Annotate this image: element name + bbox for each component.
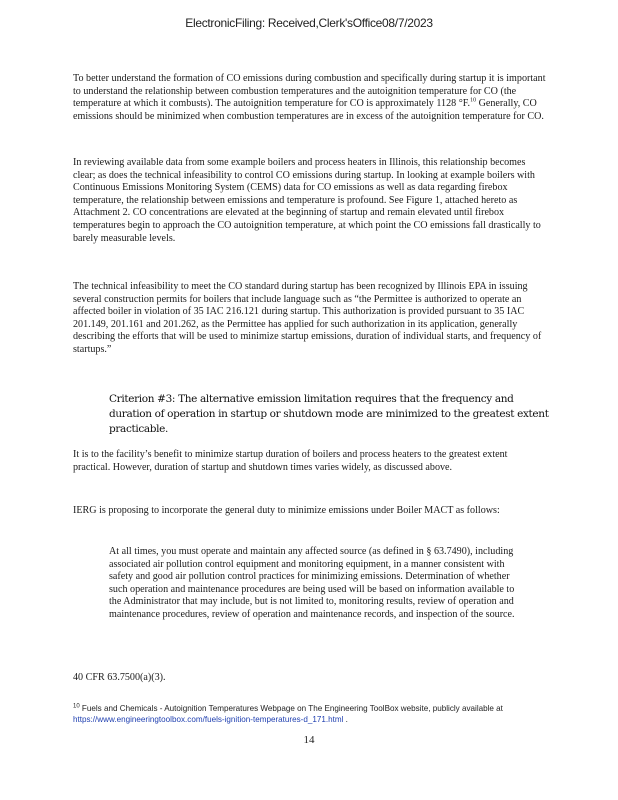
footnote bbox=[73, 703, 543, 726]
paragraph-facility-benefit bbox=[73, 449, 547, 474]
filing-stamp-header: ElectronicFiling: Received,Clerk'sOffice08/7/2023 bbox=[185, 16, 433, 30]
footnote-marker: 10 bbox=[73, 703, 80, 710]
paragraph-illinois-data bbox=[73, 157, 547, 245]
footnote-trailing: . bbox=[343, 715, 348, 725]
footnote-reference[interactable]: 10 bbox=[470, 97, 477, 104]
paragraph-co-formation-text-cont: Generally, CO emissions should be minimized when combustion temperatures are in excess of the autoignition temperature for CO. bbox=[73, 98, 544, 122]
page-number: 14 bbox=[303, 734, 315, 746]
paragraph-ierg-proposal-text: IERG is proposing to incorporate the general duty to minimize emissions under Boiler MACT as follows: bbox=[73, 505, 500, 516]
block-quote-general-duty: At all times, you must operate and maintain any affected source (as defined in § 63.7490), including associated air pollution control equipment and monitoring equipment, in a manner consistent with safety and good air pollution control practices for minimizing emissions. Determination of whether such operation and maintenance procedures are being used will be based on information available to the Administrator that may include, but is not limited to, monitoring results, review of operation and maintenance procedures, review of operation and maintenance records, and inspection of the source. bbox=[109, 546, 515, 620]
paragraph-technical-infeasibility-text: The technical infeasibility to meet the CO standard during startup has been recognized by Illinois EPA in issuing several construction permits for boilers that include language such as “the Permittee is authorized to operate an affected boiler in violation of 35 IAC 216.121 during startup. This authorization is provided pursuant to 35 IAC 201.149, 201.161 and 201.262, as the Permittee has applied for such authorization in its application, generally describing the efforts that will be used to minimize startup emissions, duration of individual starts, and frequency of startups.” bbox=[73, 281, 542, 355]
footnote-text: Fuels and Chemicals - Autoignition Temperatures Webpage on The Engineering ToolBox website, publicly available at bbox=[79, 704, 503, 713]
paragraph-technical-infeasibility bbox=[73, 281, 547, 357]
criterion-3-heading: Criterion #3: The alternative emission limitation requires that the frequency and duration of operation in startup or shutdown mode are minimized to the greatest extent practicable. bbox=[109, 393, 549, 435]
paragraph-ierg-proposal bbox=[73, 505, 547, 518]
footnote-link[interactable]: https://www.engineeringtoolbox.com/fuels-ignition-temperatures-d_171.html bbox=[73, 715, 344, 725]
paragraph-co-formation bbox=[73, 73, 547, 123]
paragraph-illinois-data-text: In reviewing available data from some example boilers and process heaters in Illinois, this relationship becomes clear; as does the technical infeasibility to control CO emissions during startup. In looking at example boilers with Continuous Emissions Monitoring System (CEMS) data for CO emissions as well as data regarding firebox temperature, the relationship between emissions and temperature is profound. See Figure 1, attached hereto as Attachment 2. CO concentrations are elevated at the beginning of startup and remain elevated until firebox temperatures begin to approach the CO autoignition temperature, at which point the CO emissions fall drastically to barely measurable levels. bbox=[73, 157, 541, 244]
paragraph-co-formation-text: To better understand the formation of CO emissions during combustion and specifically during startup it is important to understand the relationship between combustion temperatures and the autoignition temperature for CO (the temperature at which it combusts). The autoignition temperature for CO is approximately 1128 °F. bbox=[73, 73, 546, 110]
paragraph-facility-benefit-text: It is to the facility’s benefit to minimize startup duration of boilers and process heaters to the greatest extent practical. However, duration of startup and shutdown times varies widely, as discussed above. bbox=[73, 449, 508, 473]
citation: 40 CFR 63.7500(a)(3). bbox=[73, 672, 166, 683]
